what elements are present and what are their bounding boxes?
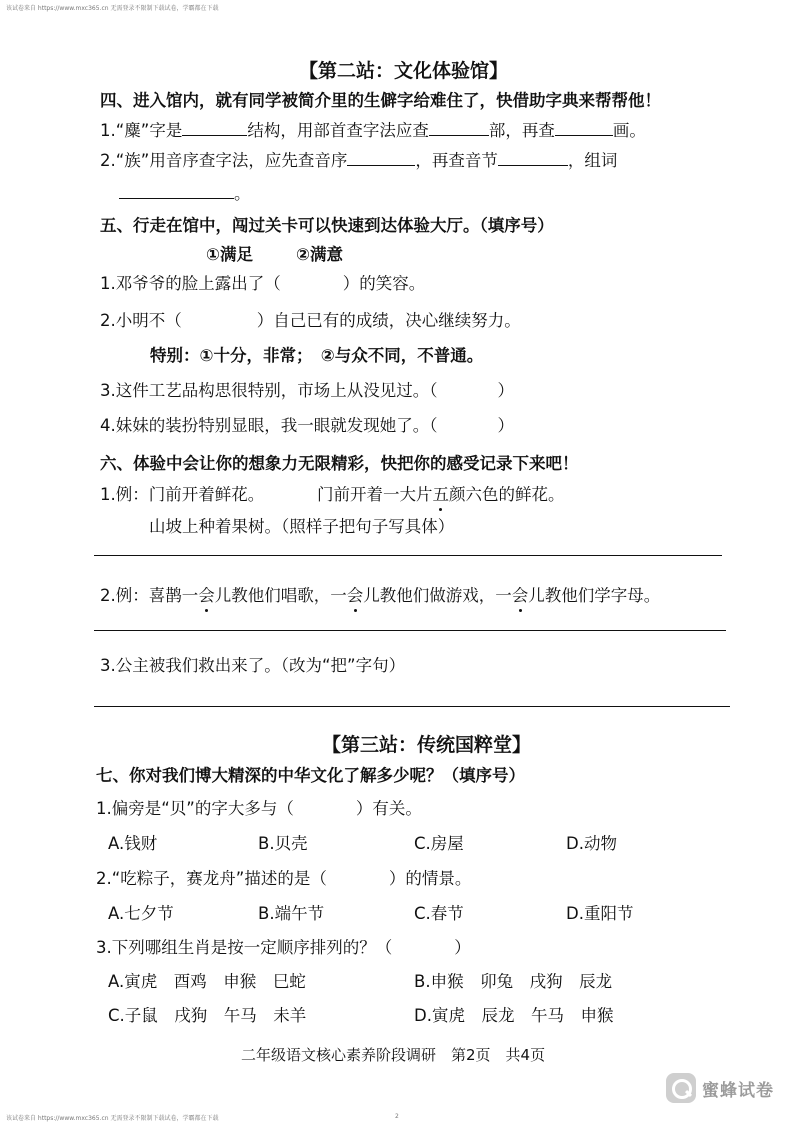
q4-line3-end: 。 <box>234 184 251 203</box>
q4-line1-d: 画。 <box>612 121 646 140</box>
header-note: 该试卷来自 https://www.mxc365.cn 无需登录不限制下载试卷，学霸都在下载 <box>6 5 219 12</box>
watermark-text: 蜜蜂试卷 <box>702 1080 774 1101</box>
q6-ex1-b-pre: 门前开着 <box>317 485 383 504</box>
q6-ex2-dot3: 一会儿 <box>495 582 545 606</box>
answer-line[interactable] <box>94 555 722 556</box>
answer-blank[interactable] <box>429 120 489 136</box>
q5-line2 <box>100 307 521 331</box>
q4-line2-b: ，再查音节 <box>415 151 498 170</box>
q6-ex2-dot1: 一会儿 <box>182 582 232 606</box>
q7-item3-stem-b: ） <box>454 938 471 957</box>
q4-line1-c: 部，再查 <box>488 121 555 140</box>
q4-line3 <box>119 180 251 204</box>
q6-ex2-dot2: 一会儿 <box>330 582 380 606</box>
footer-title: 二年级语文核心素养阶段调研 第2页 共4页 <box>241 1046 546 1064</box>
q7-title: 七、你对我们博大精深的中华文化了解多少呢？（填序号） <box>96 766 525 785</box>
q7-item1-option-d[interactable]: D.动物 <box>566 834 617 853</box>
q7-item2-stem-b: ）的情景。 <box>388 869 472 888</box>
q7-item1-stem-b: ）有关。 <box>355 799 422 818</box>
q7-item3-option-d[interactable]: D.寅虎 辰龙 午马 申猴 <box>414 1006 614 1025</box>
q4-line1 <box>100 117 646 141</box>
q6-ex2-c: 教他们做游戏， <box>379 586 496 605</box>
q4-title: 四、进入馆内，就有同学被简介里的生僻字给难住了，快借助字典来帮帮他！ <box>100 91 661 110</box>
answer-blank[interactable] <box>347 150 415 166</box>
q5-line2-b: ）自己已有的成绩，决心继续努力。 <box>256 311 521 330</box>
q6-ex1-b-dotted: 一大片五颜六色 <box>383 481 499 505</box>
q6-ex2-b: 教他们唱歌， <box>231 586 331 605</box>
q7-item2-option-a[interactable]: A.七夕节 <box>108 904 174 923</box>
q5-line1-b: ）的笑容。 <box>342 274 426 293</box>
q7-item3-stem-a: 3.下列哪组生肖是按一定顺序排列的？（ <box>96 938 393 957</box>
answer-line[interactable] <box>94 706 730 707</box>
q4-line2-c: ，组词 <box>567 151 618 170</box>
q5-line4-a: 4.妹妹的装扮特别显眼，我一眼就发现她了。（ <box>100 416 438 435</box>
q6-ex1-b-post: 的鲜花。 <box>498 485 565 504</box>
q4-line2 <box>100 147 617 171</box>
station3-title: 【第三站：传统国粹堂】 <box>322 734 532 756</box>
q7-item3-option-b[interactable]: B.申猴 卯兔 戌狗 辰龙 <box>414 972 613 991</box>
q5-line3-b: ） <box>497 381 514 400</box>
q7-item2-option-b[interactable]: B.端午节 <box>258 904 325 923</box>
station2-title: 【第二站：文化体验馆】 <box>299 60 509 82</box>
q5-line4 <box>100 412 514 436</box>
q6-ex2-d: 教他们学字母。 <box>544 586 661 605</box>
q7-item3-stem <box>96 934 471 958</box>
magnifier-logo-icon <box>666 1073 696 1103</box>
q6-ex1-task: 山坡上种着果树。（照样子把句子写具体） <box>149 517 455 536</box>
answer-blank[interactable] <box>498 150 568 166</box>
q5-line1-a: 1.邓爷爷的脸上露出了（ <box>100 274 281 293</box>
q6-ex2 <box>100 582 660 606</box>
q7-item3-option-c[interactable]: C.子鼠 戌狗 午马 未羊 <box>108 1006 307 1025</box>
q7-item1-stem <box>96 795 422 819</box>
q7-item2-stem-a: 2.“吃粽子，赛龙舟”描述的是（ <box>96 869 327 888</box>
q5-line2-a: 2.小明不（ <box>100 311 182 330</box>
q4-line1-a: 1.“麋”字是 <box>100 121 183 140</box>
q7-item1-option-c[interactable]: C.房屋 <box>414 834 464 853</box>
q7-item2-option-c[interactable]: C.春节 <box>414 904 464 923</box>
answer-blank[interactable] <box>555 120 613 136</box>
q5-definition: 特别：①十分，非常； ②与众不同，不普通。 <box>150 346 484 365</box>
q4-line2-a: 2.“族”用音序查字法，应先查音序 <box>100 151 348 170</box>
q7-item3-option-a[interactable]: A.寅虎 酉鸡 申猴 巳蛇 <box>108 972 306 991</box>
q7-item2-option-d[interactable]: D.重阳节 <box>566 904 634 923</box>
answer-blank[interactable] <box>119 183 234 199</box>
q7-item1-option-b[interactable]: B.贝壳 <box>258 834 308 853</box>
answer-blank[interactable] <box>182 120 247 136</box>
answer-line[interactable] <box>94 630 726 631</box>
q5-choice-1: ①满足 <box>206 245 253 264</box>
q5-line3 <box>100 377 514 401</box>
q6-ex2-a: 2.例：喜鹊 <box>100 586 182 605</box>
q6-title: 六、体验中会让你的想象力无限精彩，快把你的感受记录下来吧！ <box>100 454 579 473</box>
q6-ex1-b <box>317 481 565 505</box>
q5-line3-a: 3.这件工艺品构思很特别，市场上从没见过。（ <box>100 381 438 400</box>
q5-line4-b: ） <box>497 416 514 435</box>
q5-choice-2: ②满意 <box>296 245 343 264</box>
q5-line1 <box>100 270 425 294</box>
q4-line1-b: 结构，用部首查字法应查 <box>247 121 429 140</box>
q5-title: 五、行走在馆中，闯过关卡可以快速到达体验大厅。（填序号） <box>100 216 554 235</box>
watermark-logo <box>666 1073 774 1103</box>
q6-ex1-a: 1.例：门前开着鲜花。 <box>100 485 265 504</box>
q6-ex3: 3.公主被我们救出来了。（改为“把”字句） <box>100 656 406 675</box>
q7-item2-stem <box>96 865 471 889</box>
q7-item1-stem-a: 1.偏旁是“贝”的字大多与（ <box>96 799 294 818</box>
q7-item1-option-a[interactable]: A.钱财 <box>108 834 158 853</box>
footer-page-num: 2 <box>395 1113 399 1120</box>
footer-note: 该试卷来自 https://www.mxc365.cn 无需登录不限制下载试卷，学霸都在下载 <box>6 1115 219 1122</box>
